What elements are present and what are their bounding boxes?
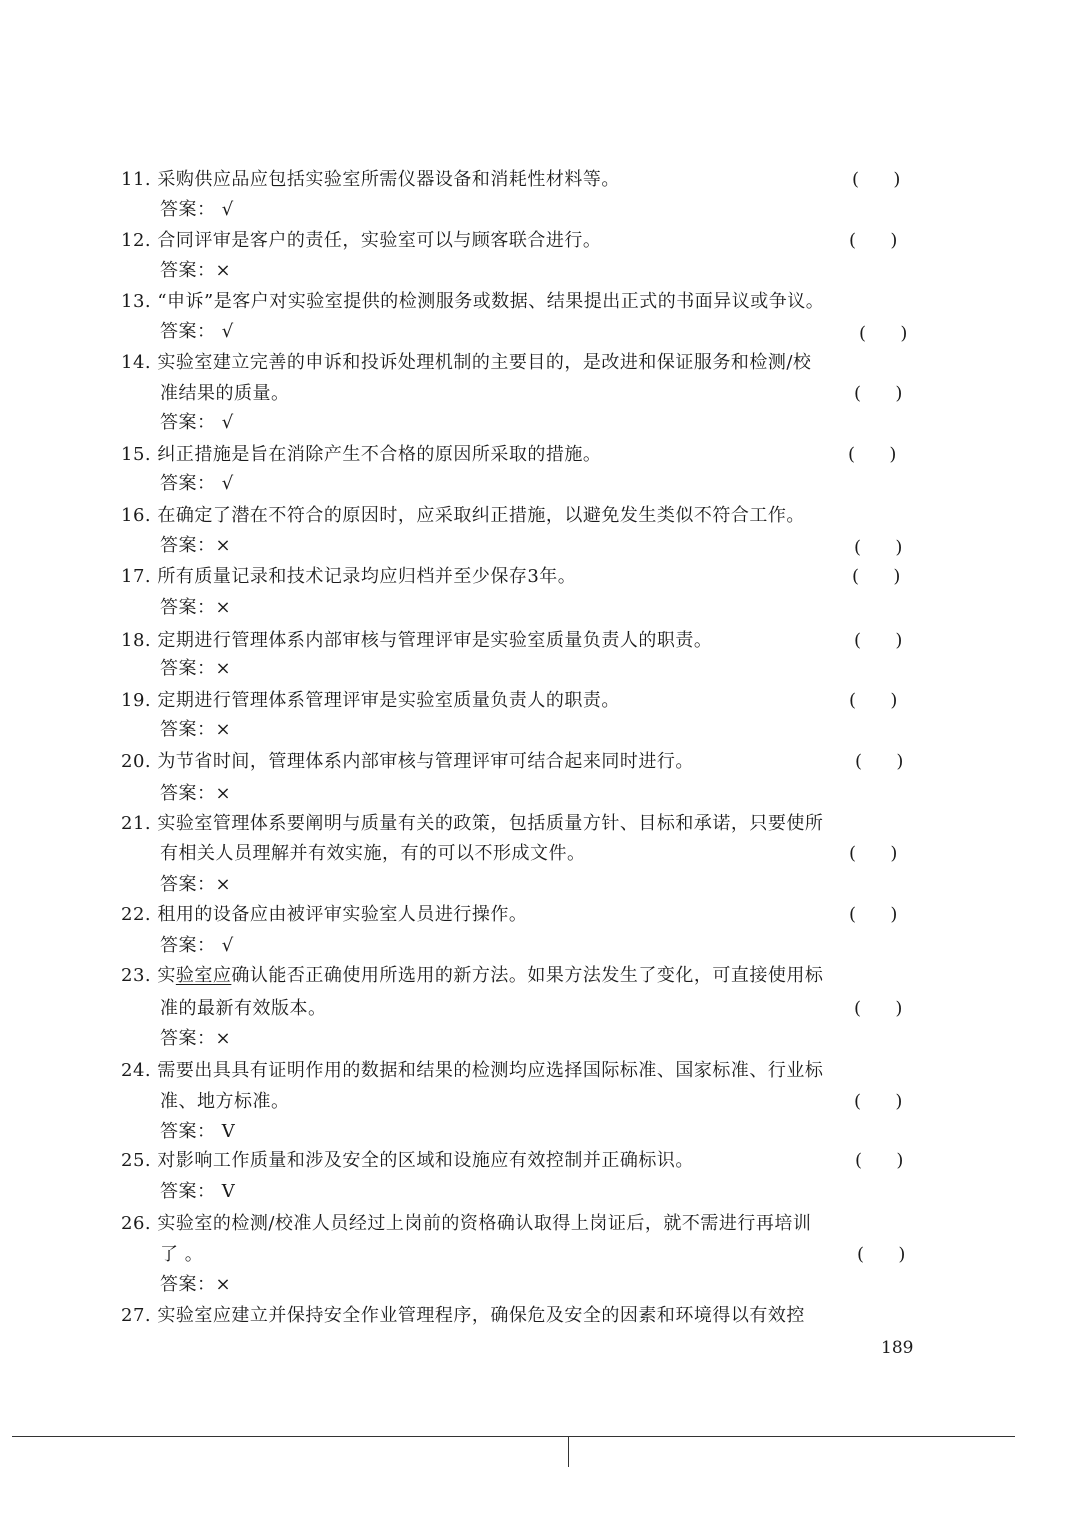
question-21-line1: 21. 实验室管理体系要阐明与质量有关的政策，包括质量方针、目标和承诺，只要使所 bbox=[121, 813, 824, 834]
question-24-line2: 准、地方标准。 bbox=[160, 1091, 290, 1112]
question-21-line2: 有相关人员理解并有效实施，有的可以不形成文件。 bbox=[160, 843, 586, 864]
answer-16: 答案：× bbox=[160, 535, 232, 556]
question-24-line1: 24. 需要出具具有证明作用的数据和结果的检测均应选择国际标准、国家标准、行业标 bbox=[121, 1060, 824, 1081]
question-22: 22. 租用的设备应由被评审实验室人员进行操作。 bbox=[121, 904, 528, 925]
question-12: 12. 合同评审是客户的责任，实验室可以与顾客联合进行。 bbox=[121, 230, 602, 251]
answer-21: 答案：× bbox=[160, 874, 232, 895]
question-23-text-start: 23. 实 bbox=[121, 965, 176, 986]
question-14-line2: 准结果的质量。 bbox=[160, 383, 290, 404]
question-11: 11. 采购供应品应包括实验室所需仪器设备和消耗性材料等。 bbox=[121, 169, 620, 190]
answer-bracket-15: ( ) bbox=[848, 444, 897, 465]
question-20: 20. 为节省时间，管理体系内部审核与管理评审可结合起来同时进行。 bbox=[121, 751, 694, 772]
answer-23: 答案：× bbox=[160, 1028, 232, 1049]
question-23-underlined-text: 验室应 bbox=[175, 965, 232, 986]
answer-bracket-12: ( ) bbox=[849, 230, 898, 251]
question-26-line2: 了 。 bbox=[160, 1244, 204, 1265]
answer-bracket-18: ( ) bbox=[854, 630, 903, 651]
answer-19: 答案：× bbox=[160, 719, 232, 740]
answer-22: 答案： √ bbox=[160, 935, 234, 956]
page-number: 189 bbox=[881, 1338, 914, 1358]
question-25: 25. 对影响工作质量和涉及安全的区域和设施应有效控制并正确标识。 bbox=[121, 1150, 694, 1171]
answer-20: 答案：× bbox=[160, 783, 232, 804]
question-17: 17. 所有质量记录和技术记录均应归档并至少保存3年。 bbox=[121, 566, 577, 587]
answer-bracket-25: ( ) bbox=[855, 1150, 904, 1171]
answer-26: 答案：× bbox=[160, 1274, 232, 1295]
answer-bracket-22: ( ) bbox=[849, 904, 898, 925]
answer-25: 答案： V bbox=[160, 1181, 236, 1202]
answer-14: 答案： √ bbox=[160, 412, 234, 433]
answer-18: 答案：× bbox=[160, 658, 232, 679]
answer-bracket-19: ( ) bbox=[849, 690, 898, 711]
answer-bracket-24: ( ) bbox=[854, 1091, 903, 1112]
answer-bracket-26: ( ) bbox=[857, 1244, 906, 1265]
answer-bracket-17: ( ) bbox=[852, 566, 901, 587]
answer-bracket-11: ( ) bbox=[852, 169, 901, 190]
question-19: 19. 定期进行管理体系管理评审是实验室质量负责人的职责。 bbox=[121, 690, 620, 711]
answer-bracket-23: ( ) bbox=[854, 998, 903, 1019]
question-14-line1: 14. 实验室建立完善的申诉和投诉处理机制的主要目的，是改进和保证服务和检测/校 bbox=[121, 352, 812, 373]
footer-horizontal-rule bbox=[12, 1436, 1015, 1437]
answer-24: 答案： V bbox=[160, 1121, 236, 1142]
question-23-line1 bbox=[121, 964, 823, 988]
question-15: 15. 纠正措施是旨在消除产生不合格的原因所采取的措施。 bbox=[121, 444, 602, 465]
answer-bracket-20: ( ) bbox=[855, 751, 904, 772]
answer-bracket-14: ( ) bbox=[854, 383, 903, 404]
answer-15: 答案： √ bbox=[160, 473, 234, 494]
answer-11: 答案： √ bbox=[160, 199, 234, 220]
question-26-line1: 26. 实验室的检测/校准人员经过上岗前的资格确认取得上岗证后，就不需进行再培训 bbox=[121, 1213, 812, 1234]
answer-17: 答案：× bbox=[160, 597, 232, 618]
answer-bracket-16: ( ) bbox=[854, 537, 903, 558]
question-18: 18. 定期进行管理体系内部审核与管理评审是实验室质量负责人的职责。 bbox=[121, 630, 713, 651]
question-23-text-end: 确认能否正确使用所选用的新方法。如果方法发生了变化，可直接使用标 bbox=[231, 965, 824, 986]
footer-center-tick bbox=[568, 1437, 569, 1467]
question-16: 16. 在确定了潜在不符合的原因时，应采取纠正措施，以避免发生类似不符合工作。 bbox=[121, 505, 805, 526]
answer-bracket-21: ( ) bbox=[849, 843, 898, 864]
question-13: 13. “申诉”是客户对实验室提供的检测服务或数据、结果提出正式的书面异议或争议。 bbox=[121, 291, 825, 312]
answer-bracket-13: ( ) bbox=[859, 323, 908, 344]
answer-12: 答案：× bbox=[160, 260, 232, 281]
answer-13: 答案： √ bbox=[160, 321, 234, 342]
question-23-line2: 准的最新有效版本。 bbox=[160, 998, 327, 1019]
question-27-line1: 27. 实验室应建立并保持安全作业管理程序，确保危及安全的因素和环境得以有效控 bbox=[121, 1305, 805, 1326]
